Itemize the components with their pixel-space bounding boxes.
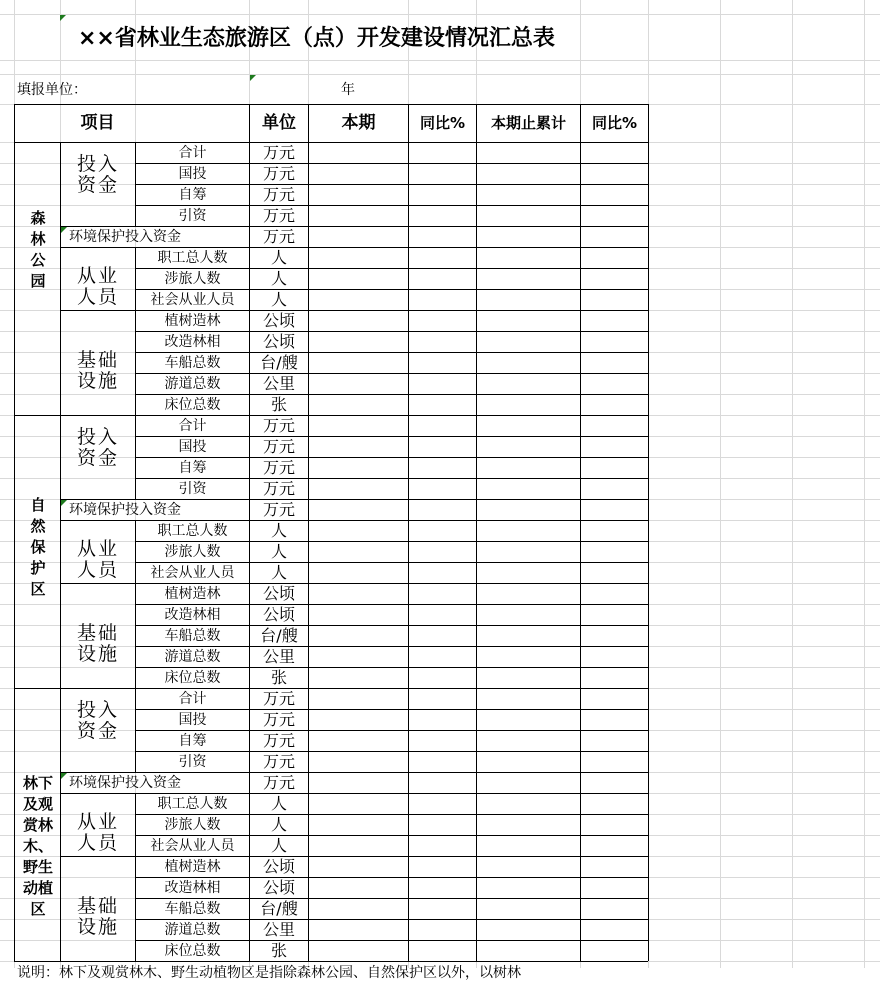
item-label: 社会从业人员 — [150, 565, 235, 581]
item-label: 床位总数 — [164, 670, 221, 686]
current-value-cell[interactable] — [309, 689, 408, 709]
current-value-cell[interactable] — [309, 794, 408, 814]
unit-cell: 公里 — [262, 647, 295, 666]
current-value-cell[interactable] — [309, 500, 408, 520]
yoy-cell[interactable] — [409, 878, 476, 898]
current-value-cell[interactable] — [309, 269, 408, 289]
unit-cell: 张 — [270, 395, 287, 414]
cumulative-value-cell[interactable] — [477, 311, 580, 331]
current-value-cell[interactable] — [309, 752, 408, 772]
current-value-cell[interactable] — [309, 143, 408, 163]
current-value-cell[interactable] — [309, 563, 408, 583]
yoy-cell[interactable] — [409, 794, 476, 814]
cumulative-value-cell[interactable] — [477, 710, 580, 730]
cumulative-value-cell[interactable] — [477, 836, 580, 856]
item-label: 国投 — [178, 439, 207, 455]
cumulative-value-cell[interactable] — [477, 458, 580, 478]
unit-cell: 万元 — [262, 437, 295, 456]
cell-border — [14, 415, 60, 416]
yoy-cell[interactable] — [409, 773, 476, 793]
yoy-cumulative-cell[interactable] — [581, 458, 648, 478]
unit-cell: 公顷 — [262, 878, 295, 897]
cumulative-value-cell[interactable] — [477, 668, 580, 688]
yoy-cumulative-cell[interactable] — [581, 164, 648, 184]
unit-cell: 万元 — [262, 185, 295, 204]
unit-cell: 公里 — [262, 920, 295, 939]
yoy-cell[interactable] — [409, 164, 476, 184]
current-value-cell[interactable] — [309, 353, 408, 373]
current-value-cell[interactable] — [309, 647, 408, 667]
yoy-cell[interactable] — [409, 689, 476, 709]
yoy-cell[interactable] — [409, 248, 476, 268]
yoy-cell[interactable] — [409, 353, 476, 373]
yoy-cell[interactable] — [409, 836, 476, 856]
current-value-cell[interactable] — [309, 941, 408, 961]
unit-cell: 人 — [270, 836, 287, 855]
yoy-cell[interactable] — [409, 815, 476, 835]
cell-border — [14, 104, 15, 961]
item-label: 车船总数 — [164, 901, 221, 917]
current-value-cell[interactable] — [309, 164, 408, 184]
unit-cell: 人 — [270, 521, 287, 540]
item-label: 社会从业人员 — [150, 838, 235, 854]
yoy-cumulative-cell[interactable] — [581, 353, 648, 373]
yoy-cumulative-cell[interactable] — [581, 374, 648, 394]
current-value-cell[interactable] — [309, 332, 408, 352]
cell-border — [60, 310, 135, 311]
cell-border — [14, 142, 60, 143]
current-value-cell[interactable] — [309, 521, 408, 541]
yoy-cumulative-cell[interactable] — [581, 395, 648, 415]
current-value-cell[interactable] — [309, 899, 408, 919]
yoy-cumulative-cell[interactable] — [581, 920, 648, 940]
unit-cell: 万元 — [262, 773, 295, 792]
yoy-cell[interactable] — [409, 269, 476, 289]
cell-border — [14, 961, 648, 962]
current-value-cell[interactable] — [309, 416, 408, 436]
current-value-cell[interactable] — [309, 227, 408, 247]
yoy-cumulative-cell[interactable] — [581, 311, 648, 331]
yoy-cell[interactable] — [409, 752, 476, 772]
unit-cell: 人 — [270, 542, 287, 561]
item-label: 自筹 — [178, 460, 207, 476]
yoy-cumulative-cell[interactable] — [581, 647, 648, 667]
group-investment: 投入资金 — [76, 426, 119, 469]
unit-cell: 万元 — [262, 143, 295, 162]
current-value-cell[interactable] — [309, 374, 408, 394]
item-label: 国投 — [178, 712, 207, 728]
unit-cell: 万元 — [262, 479, 295, 498]
item-label: 涉旅人数 — [164, 817, 221, 833]
unit-cell: 人 — [270, 815, 287, 834]
unit-cell: 万元 — [262, 752, 295, 771]
item-label: 职工总人数 — [157, 523, 228, 539]
current-value-cell[interactable] — [309, 458, 408, 478]
cumulative-value-cell[interactable] — [477, 248, 580, 268]
cumulative-value-cell[interactable] — [477, 752, 580, 772]
yoy-cell[interactable] — [409, 731, 476, 751]
yoy-cumulative-cell[interactable] — [581, 542, 648, 562]
yoy-cumulative-cell[interactable] — [581, 794, 648, 814]
cell-border — [648, 104, 649, 961]
current-value-cell[interactable] — [309, 920, 408, 940]
yoy-cumulative-cell[interactable] — [581, 815, 648, 835]
cumulative-value-cell[interactable] — [477, 878, 580, 898]
yoy-cell[interactable] — [409, 290, 476, 310]
cumulative-value-cell[interactable] — [477, 332, 580, 352]
cumulative-value-cell[interactable] — [477, 395, 580, 415]
cell-border — [60, 520, 135, 521]
header-cumulative: 本期止累计 — [490, 114, 566, 132]
yoy-cell[interactable] — [409, 311, 476, 331]
unit-cell: 公顷 — [262, 605, 295, 624]
yoy-cell[interactable] — [409, 941, 476, 961]
cumulative-value-cell[interactable] — [477, 164, 580, 184]
cumulative-value-cell[interactable] — [477, 689, 580, 709]
current-value-cell[interactable] — [309, 836, 408, 856]
current-value-cell[interactable] — [309, 290, 408, 310]
cumulative-value-cell[interactable] — [477, 899, 580, 919]
gridline-horizontal — [0, 60, 880, 61]
unit-cell: 万元 — [262, 416, 295, 435]
yoy-cell[interactable] — [409, 605, 476, 625]
cumulative-value-cell[interactable] — [477, 206, 580, 226]
current-value-cell[interactable] — [309, 815, 408, 835]
current-value-cell[interactable] — [309, 773, 408, 793]
cumulative-value-cell[interactable] — [477, 647, 580, 667]
unit-cell: 台/艘 — [260, 626, 298, 645]
item-label: 植树造林 — [164, 313, 221, 329]
item-label: 环境保护投入资金 — [69, 775, 181, 791]
yoy-cell[interactable] — [409, 185, 476, 205]
unit-cell: 公顷 — [262, 584, 295, 603]
current-value-cell[interactable] — [309, 626, 408, 646]
gridline-horizontal — [0, 14, 880, 15]
yoy-cumulative-cell[interactable] — [581, 584, 648, 604]
header-current: 本期 — [341, 113, 376, 133]
item-label: 植树造林 — [164, 859, 221, 875]
current-value-cell[interactable] — [309, 185, 408, 205]
gridline-vertical — [792, 0, 793, 968]
yoy-cumulative-cell[interactable] — [581, 563, 648, 583]
unit-cell: 万元 — [262, 164, 295, 183]
unit-cell: 万元 — [262, 206, 295, 225]
item-label: 自筹 — [178, 187, 207, 203]
yoy-cumulative-cell[interactable] — [581, 857, 648, 877]
cell-comment-marker — [250, 75, 256, 81]
cumulative-value-cell[interactable] — [477, 143, 580, 163]
unit-cell: 人 — [270, 248, 287, 267]
unit-cell: 万元 — [262, 689, 295, 708]
cumulative-value-cell[interactable] — [477, 479, 580, 499]
current-value-cell[interactable] — [309, 479, 408, 499]
yoy-cumulative-cell[interactable] — [581, 206, 648, 226]
cell-border — [60, 142, 135, 143]
cumulative-value-cell[interactable] — [477, 437, 580, 457]
unit-cell: 人 — [270, 563, 287, 582]
yoy-cell[interactable] — [409, 227, 476, 247]
group-infrastructure: 基础设施 — [76, 349, 119, 392]
yoy-cell[interactable] — [409, 521, 476, 541]
unit-cell: 万元 — [262, 731, 295, 750]
cell-border — [60, 688, 135, 689]
group-investment: 投入资金 — [76, 153, 119, 196]
yoy-cumulative-cell[interactable] — [581, 941, 648, 961]
unit-cell: 台/艘 — [260, 899, 298, 918]
unit-cell: 人 — [270, 290, 287, 309]
yoy-cell[interactable] — [409, 899, 476, 919]
cumulative-value-cell[interactable] — [477, 815, 580, 835]
group-infrastructure: 基础设施 — [76, 622, 119, 665]
item-label: 游道总数 — [164, 922, 221, 938]
yoy-cumulative-cell[interactable] — [581, 248, 648, 268]
item-label: 自筹 — [178, 733, 207, 749]
item-label: 改造林相 — [164, 334, 221, 350]
unit-cell: 万元 — [262, 227, 295, 246]
item-label: 床位总数 — [164, 943, 221, 959]
section-label: 林下及观赏林木、野生动植区 — [22, 774, 53, 918]
section-label: 自然保护区 — [30, 496, 46, 598]
cell-border — [60, 856, 135, 857]
current-value-cell[interactable] — [309, 437, 408, 457]
year-label: 年 — [341, 82, 355, 98]
item-label: 涉旅人数 — [164, 271, 221, 287]
item-label: 植树造林 — [164, 586, 221, 602]
cell-comment-marker — [61, 773, 67, 779]
item-label: 合计 — [178, 145, 207, 161]
cumulative-value-cell[interactable] — [477, 563, 580, 583]
yoy-cumulative-cell[interactable] — [581, 773, 648, 793]
cell-comment-marker — [60, 15, 66, 21]
item-label: 改造林相 — [164, 880, 221, 896]
cell-border — [60, 583, 135, 584]
header-unit: 单位 — [262, 113, 296, 133]
yoy-cell[interactable] — [409, 857, 476, 877]
cumulative-value-cell[interactable] — [477, 584, 580, 604]
yoy-cumulative-cell[interactable] — [581, 437, 648, 457]
item-label: 引资 — [178, 208, 207, 224]
cumulative-value-cell[interactable] — [477, 542, 580, 562]
header-yoy: 同比% — [419, 114, 466, 132]
yoy-cumulative-cell[interactable] — [581, 521, 648, 541]
item-label: 环境保护投入资金 — [69, 502, 181, 518]
cumulative-value-cell[interactable] — [477, 920, 580, 940]
item-label: 国投 — [178, 166, 207, 182]
yoy-cumulative-cell[interactable] — [581, 878, 648, 898]
yoy-cell[interactable] — [409, 395, 476, 415]
yoy-cumulative-cell[interactable] — [581, 899, 648, 919]
report-unit-label: 填报单位： — [17, 82, 87, 98]
cell-border — [14, 688, 60, 689]
yoy-cell[interactable] — [409, 563, 476, 583]
item-label: 床位总数 — [164, 397, 221, 413]
yoy-cumulative-cell[interactable] — [581, 500, 648, 520]
cumulative-value-cell[interactable] — [477, 605, 580, 625]
yoy-cumulative-cell[interactable] — [581, 836, 648, 856]
item-label: 引资 — [178, 481, 207, 497]
yoy-cell[interactable] — [409, 668, 476, 688]
yoy-cell[interactable] — [409, 206, 476, 226]
cell-comment-marker — [61, 500, 67, 506]
group-investment: 投入资金 — [76, 699, 119, 742]
unit-cell: 台/艘 — [260, 353, 298, 372]
unit-cell: 人 — [270, 794, 287, 813]
current-value-cell[interactable] — [309, 542, 408, 562]
cumulative-value-cell[interactable] — [477, 857, 580, 877]
current-value-cell[interactable] — [309, 584, 408, 604]
yoy-cumulative-cell[interactable] — [581, 143, 648, 163]
unit-cell: 万元 — [262, 458, 295, 477]
item-label: 游道总数 — [164, 649, 221, 665]
yoy-cell[interactable] — [409, 500, 476, 520]
header-item: 项目 — [80, 113, 115, 133]
yoy-cumulative-cell[interactable] — [581, 626, 648, 646]
gridline-vertical — [720, 0, 721, 968]
cumulative-value-cell[interactable] — [477, 227, 580, 247]
yoy-cumulative-cell[interactable] — [581, 227, 648, 247]
yoy-cell[interactable] — [409, 374, 476, 394]
cumulative-value-cell[interactable] — [477, 773, 580, 793]
unit-cell: 公顷 — [262, 311, 295, 330]
group-employees: 从业人员 — [76, 265, 119, 308]
item-label: 车船总数 — [164, 628, 221, 644]
yoy-cumulative-cell[interactable] — [581, 668, 648, 688]
current-value-cell[interactable] — [309, 731, 408, 751]
yoy-cumulative-cell[interactable] — [581, 185, 648, 205]
current-value-cell[interactable] — [309, 206, 408, 226]
item-label: 引资 — [178, 754, 207, 770]
item-label: 合计 — [178, 691, 207, 707]
cell-border — [60, 793, 135, 794]
yoy-cell[interactable] — [409, 626, 476, 646]
yoy-cumulative-cell[interactable] — [581, 479, 648, 499]
cumulative-value-cell[interactable] — [477, 185, 580, 205]
yoy-cumulative-cell[interactable] — [581, 689, 648, 709]
current-value-cell[interactable] — [309, 668, 408, 688]
item-label: 职工总人数 — [157, 796, 228, 812]
cumulative-value-cell[interactable] — [477, 794, 580, 814]
current-value-cell[interactable] — [309, 878, 408, 898]
cumulative-value-cell[interactable] — [477, 353, 580, 373]
current-value-cell[interactable] — [309, 248, 408, 268]
cumulative-value-cell[interactable] — [477, 290, 580, 310]
unit-cell: 张 — [270, 941, 287, 960]
item-label: 社会从业人员 — [150, 292, 235, 308]
cell-border — [60, 247, 135, 248]
item-label: 车船总数 — [164, 355, 221, 371]
yoy-cell[interactable] — [409, 479, 476, 499]
yoy-cumulative-cell[interactable] — [581, 752, 648, 772]
yoy-cell[interactable] — [409, 542, 476, 562]
item-label: 合计 — [178, 418, 207, 434]
cumulative-value-cell[interactable] — [477, 941, 580, 961]
unit-cell: 张 — [270, 668, 287, 687]
yoy-cell[interactable] — [409, 920, 476, 940]
gridline-vertical — [864, 0, 865, 968]
cumulative-value-cell[interactable] — [477, 269, 580, 289]
yoy-cell[interactable] — [409, 458, 476, 478]
current-value-cell[interactable] — [309, 311, 408, 331]
cell-border — [60, 142, 61, 961]
group-employees: 从业人员 — [76, 538, 119, 581]
item-label: 游道总数 — [164, 376, 221, 392]
cell-comment-marker — [61, 227, 67, 233]
current-value-cell[interactable] — [309, 605, 408, 625]
yoy-cumulative-cell[interactable] — [581, 710, 648, 730]
cumulative-value-cell[interactable] — [477, 416, 580, 436]
cumulative-value-cell[interactable] — [477, 731, 580, 751]
yoy-cumulative-cell[interactable] — [581, 290, 648, 310]
yoy-cumulative-cell[interactable] — [581, 605, 648, 625]
yoy-cumulative-cell[interactable] — [581, 416, 648, 436]
yoy-cumulative-cell[interactable] — [581, 269, 648, 289]
yoy-cell[interactable] — [409, 584, 476, 604]
unit-cell: 公顷 — [262, 857, 295, 876]
yoy-cell[interactable] — [409, 710, 476, 730]
item-label: 改造林相 — [164, 607, 221, 623]
unit-cell: 人 — [270, 269, 287, 288]
unit-cell: 万元 — [262, 710, 295, 729]
yoy-cell[interactable] — [409, 437, 476, 457]
yoy-cell[interactable] — [409, 416, 476, 436]
yoy-cumulative-cell[interactable] — [581, 332, 648, 352]
yoy-cumulative-cell[interactable] — [581, 731, 648, 751]
header-yoy-cumulative: 同比% — [591, 114, 638, 132]
cumulative-value-cell[interactable] — [477, 500, 580, 520]
cell-border — [60, 415, 135, 416]
item-label: 职工总人数 — [157, 250, 228, 266]
cumulative-value-cell[interactable] — [477, 374, 580, 394]
gridline-horizontal — [0, 74, 880, 75]
yoy-cell[interactable] — [409, 332, 476, 352]
yoy-cell[interactable] — [409, 647, 476, 667]
group-employees: 从业人员 — [76, 811, 119, 854]
unit-cell: 万元 — [262, 500, 295, 519]
current-value-cell[interactable] — [309, 395, 408, 415]
section-label: 森林公园 — [30, 209, 46, 290]
cumulative-value-cell[interactable] — [477, 521, 580, 541]
current-value-cell[interactable] — [309, 710, 408, 730]
group-infrastructure: 基础设施 — [76, 895, 119, 938]
current-value-cell[interactable] — [309, 857, 408, 877]
page-title: ××省林业生态旅游区（点）开发建设情况汇总表 — [78, 26, 555, 51]
unit-cell: 公顷 — [262, 332, 295, 351]
yoy-cell[interactable] — [409, 143, 476, 163]
footnote: 说明：林下及观赏林木、野生动植物区是指除森林公园、自然保护区以外，以树林 — [17, 965, 521, 981]
cumulative-value-cell[interactable] — [477, 626, 580, 646]
item-label: 涉旅人数 — [164, 544, 221, 560]
item-label: 环境保护投入资金 — [69, 229, 181, 245]
unit-cell: 公里 — [262, 374, 295, 393]
